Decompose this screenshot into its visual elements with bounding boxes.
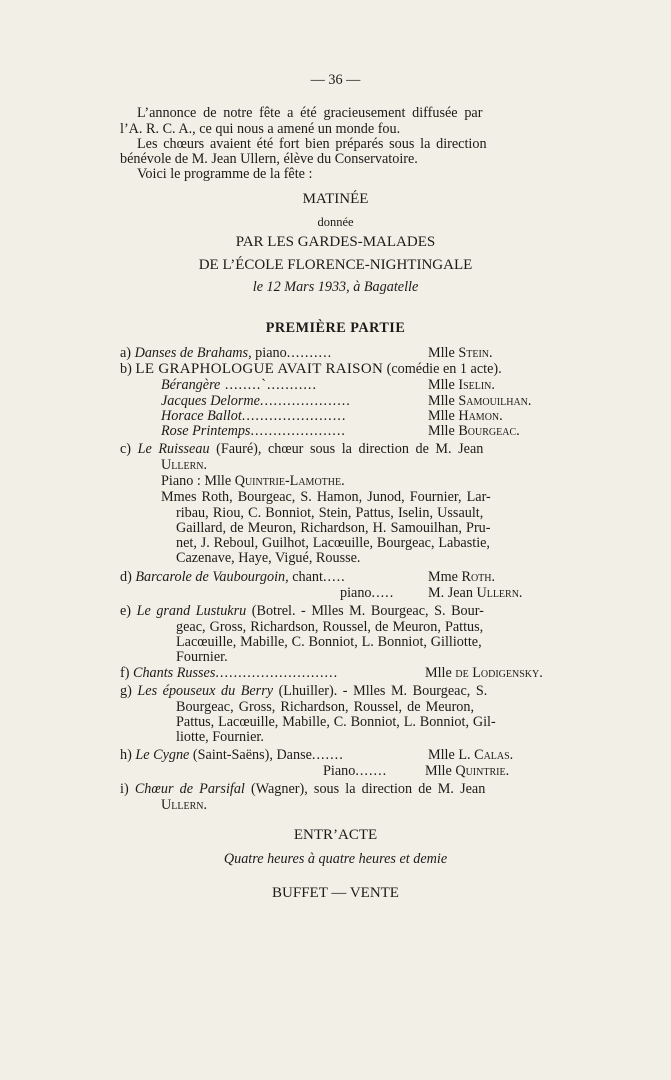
cast-role-2 [161,393,351,409]
cast-role-1 [161,377,317,393]
item-text: (Saint-Saëns), Danse [189,747,312,763]
intro-line-3: Les chœurs avaient été fort bien préparés sous la direction [137,136,487,152]
item-title: LE GRAPHOLOGUE AVAIT RAISON [135,361,384,377]
performer-name: Iselin. [458,377,495,393]
leader-dots: ........`........... [220,377,318,393]
performer-prefix: Mlle [425,763,456,779]
role-name: Jacques Delorme [161,393,260,409]
item-a-performer [428,345,493,361]
item-d-singer [428,569,495,585]
item-g-line-4: liotte, Fournier. [176,729,264,745]
performer-name: Roth. [461,569,496,585]
item-title: Barcarole de Vaubourgoin, [135,569,289,585]
item-c [120,441,483,457]
item-c-piano [161,473,345,489]
item-h-piano [323,763,387,779]
item-d-piano [340,585,394,601]
item-title-prefix: Le [136,603,157,619]
intro-line-2: l’A. R. C. A., ce qui nous a amené un monde fou. [120,121,401,137]
leader-dots: ....................... [241,408,347,424]
buffet-heading: BUFFET — VENTE [272,885,399,901]
item-g-line-2: Bourgeac, Gross, Richardson, Roussel, de Meuron, [176,699,475,715]
leader-dots: ........................... [215,665,339,681]
item-title: Chants Russes [133,665,216,681]
choir-line-5: Cazenave, Haye, Vigué, Rousse. [176,550,361,566]
item-f [120,665,338,681]
piano-label: Piano [323,763,356,779]
performer-prefix: Mlle [428,747,459,763]
item-text: chant [288,569,323,585]
item-letter: e) [120,603,132,619]
part-one-heading: PREMIÈRE PARTIE [265,320,406,336]
performer-prefix: Mlle [428,345,459,361]
performer-prefix: Mlle [428,393,459,409]
pianist-name: Quintrie-Lamothe. [234,473,345,489]
page-number: — 36 — [310,72,361,88]
performer-prefix: Mlle [428,377,459,393]
choir-line-2: ribau, Riou, C. Bonniot, Stein, Pattus, Iselin, Ussault, [176,505,484,521]
performer-name: de Lodigensky. [455,665,543,681]
leader-dots: ..... [371,585,395,601]
intro-line-1: L’annonce de notre fête a été gracieusement diffusée par [137,105,483,121]
item-h [120,747,344,763]
item-letter: i) [120,781,129,797]
intro-line-4: bénévole de M. Jean Ullern, élève du Conservatoire. [120,151,418,167]
event-date: le 12 Mars 1933, à Bagatelle [252,279,419,295]
item-d [120,569,346,585]
item-g [120,683,487,699]
item-h-dancer [428,747,513,763]
performer-prefix: Mlle [425,665,456,681]
item-i [120,781,485,797]
title-line-2: DE L’ÉCOLE FLORENCE-NIGHTINGALE [198,257,473,273]
item-e-line-2: geac, Gross, Richardson, Roussel, de Meuron, Pattus, [176,619,484,635]
entracte-time: Quatre heures à quatre heures et demie [223,851,448,867]
item-letter: b) [120,361,132,377]
piano-label: piano [340,585,372,601]
performer-name: Quintrie. [455,763,510,779]
item-d-pianist [428,585,522,601]
leader-dots: ..... [322,569,346,585]
performer-name: Stein. [458,345,493,361]
item-text: (Lhuiller). - Mlles M. Bourgeac, S. [273,683,488,699]
cast-actor-2 [428,393,531,409]
item-letter: f) [120,665,130,681]
leader-dots: ....... [355,763,388,779]
title-line-1: PAR LES GARDES-MALADES [235,234,436,250]
choir-line-4: net, J. Reboul, Guilhot, Lacœuille, Bourgeac, Labastie, [176,535,490,551]
item-letter: g) [120,683,132,699]
leader-dots: .................... [259,393,351,409]
item-c-director: Ullern. [161,457,208,473]
cast-role-4 [161,423,346,439]
cast-actor-4 [428,423,520,439]
item-a [120,345,332,361]
performer-prefix: M. Jean [428,585,477,601]
choir-line-3: Gaillard, de Meuron, Richardson, H. Samouilhan, Pru- [176,520,491,536]
item-title: épouseux du Berry [162,683,274,699]
item-e-line-4: Fournier. [176,649,228,665]
item-text: (comédie en 1 acte). [383,361,502,377]
performer-prefix: Mlle [428,423,459,439]
item-title: Cygne [153,747,190,763]
intro-line-5: Voici le programme de la fête : [137,166,313,182]
cast-actor-3 [428,408,503,424]
cast-actor-1 [428,377,495,393]
item-text: piano [251,345,287,361]
item-title-prefix: Le [135,747,154,763]
item-text: (Fauré), chœur sous la direction de M. Jean [209,441,484,457]
item-i-director: Ullern. [161,797,208,813]
item-e-line-3: Lacœuille, Mabille, C. Bonniot, L. Bonniot, Gilliotte, [176,634,482,650]
leader-dots: ....... [311,747,344,763]
item-title: Chœur de Parsifal [134,781,245,797]
item-title: grand Lustukru [156,603,247,619]
item-e [120,603,484,619]
performer-name: Ullern. [476,585,523,601]
performer-name: Hamon. [458,408,503,424]
leader-dots: ..................... [250,423,346,439]
performer-prefix: Mme [428,569,462,585]
item-g-line-3: Pattus, Lacœuille, Mabille, C. Bonniot, L. Bonniot, Gil- [176,714,496,730]
cast-role-3 [161,408,346,424]
performer-name: L. Calas. [458,747,514,763]
matinee-heading: MATINÉE [302,191,369,207]
item-title: Danses de Brahams, [134,345,252,361]
item-title: Ruisseau [158,441,210,457]
leader-dots: .......... [286,345,333,361]
item-text: (Wagner), sous la direction de M. Jean [244,781,486,797]
role-name: Rose Printemps [161,423,251,439]
item-letter: h) [120,747,132,763]
item-title-prefix: Le [137,441,159,457]
performer-name: Bourgeac. [458,423,520,439]
performer-name: Samouilhan. [458,393,532,409]
entracte-heading: ENTR’ACTE [293,827,378,843]
donnee-label: donnée [317,215,354,229]
performer-prefix: Mlle [428,408,459,424]
item-title-prefix: Les [137,683,163,699]
item-letter: a) [120,345,132,361]
item-text: (Botrel. - Mlles M. Bourgeac, S. Bour- [246,603,484,619]
item-letter: c) [120,441,132,457]
item-letter: d) [120,569,132,585]
item-b [120,361,502,377]
piano-label: Piano : Mlle [161,473,235,489]
item-h-pianist [425,763,509,779]
role-name: Horace Ballot [161,408,242,424]
choir-line-1: Mmes Roth, Bourgeac, S. Hamon, Junod, Fournier, Lar- [161,489,491,505]
role-name: Bérangère [161,377,221,393]
item-f-performer [425,665,543,681]
